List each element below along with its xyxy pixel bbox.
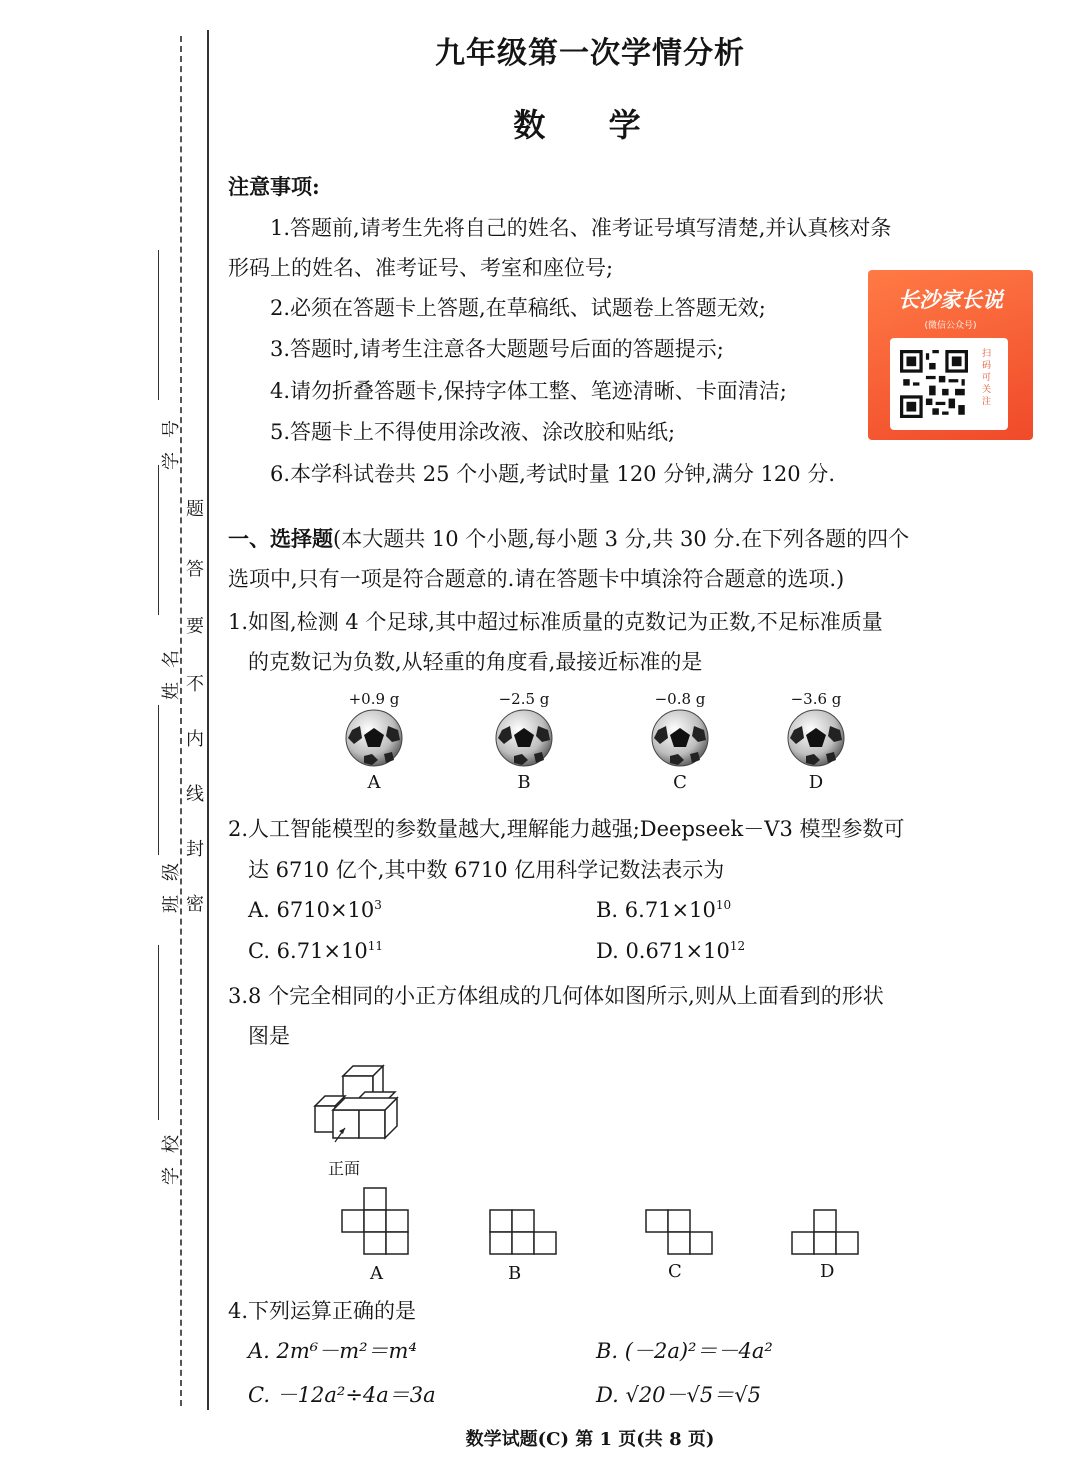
option-exp: 10 <box>715 898 732 912</box>
seal-char: 密 <box>186 894 204 915</box>
notice-item: 1.答题前,请考生先将自己的姓名、准考证号填写清楚,并认真核对条 <box>270 216 892 240</box>
seal-char: 线 <box>186 784 204 805</box>
seal-char: 答 <box>186 559 204 580</box>
seal-char: 封 <box>186 839 204 860</box>
q3-option-b-figure[interactable] <box>488 1208 560 1258</box>
ad-brand: 长沙家长说 <box>898 288 1003 312</box>
ball-option-b[interactable] <box>488 690 560 793</box>
school-field[interactable] <box>158 945 159 1120</box>
option-text: C. 6.71×10 <box>248 939 368 963</box>
q3-option-b-label: B <box>508 1263 522 1284</box>
page-footer: 数学试题(C) 第 1 页(共 8 页) <box>465 1429 715 1450</box>
ad-scan-text: 扫码可关注 <box>982 349 992 407</box>
q3-option-c-label: C <box>668 1261 682 1282</box>
ball-mass: −3.6 g <box>790 690 842 708</box>
notice-item: 4.请勿折叠答题卡,保持字体工整、笔迹清晰、卡面清洁; <box>270 379 787 403</box>
seal-char: 题 <box>186 499 204 520</box>
notice-item: 形码上的姓名、准考证号、考室和座位号; <box>228 256 614 280</box>
q3-option-d-figure[interactable] <box>790 1208 862 1258</box>
binding-margin <box>0 0 215 1463</box>
binding-dashed-line <box>180 36 182 1406</box>
notice-item: 3.答题时,请考生注意各大题题号后面的答题提示; <box>270 337 724 361</box>
q1-text-1: 1.如图,检测 4 个足球,其中超过标准质量的克数记为正数,不足标准质量 <box>228 610 883 634</box>
ball-option-c[interactable] <box>644 690 716 793</box>
option-exp: 12 <box>729 939 746 953</box>
q3-option-d-label: D <box>820 1261 835 1282</box>
school-label: 学校 <box>161 1121 182 1185</box>
ball-mass: +0.9 g <box>348 690 400 708</box>
q4-option-a[interactable]: A. 2m⁶－m²＝m⁴ <box>248 1339 417 1363</box>
seal-char: 不 <box>186 674 204 695</box>
option-exp: 3 <box>374 898 382 912</box>
soccer-ball-icon <box>494 708 554 768</box>
name-field[interactable] <box>158 465 159 615</box>
q2-option-b[interactable] <box>596 889 731 931</box>
ball-option-a[interactable] <box>338 690 410 793</box>
front-label: 正面 <box>328 1159 361 1178</box>
id-label: 学号 <box>161 406 182 470</box>
q3-option-a-figure[interactable] <box>340 1186 412 1258</box>
cube-solid-figure <box>305 1058 415 1143</box>
qr-code-icon <box>900 350 968 418</box>
section1-heading: 一、选择题 <box>228 526 333 551</box>
soccer-ball-icon <box>786 708 846 768</box>
q4-text: 4.下列运算正确的是 <box>228 1299 417 1323</box>
section1-desc-2: 选项中,只有一项是符合题意的.请在答题卡中填涂符合题意的选项.) <box>228 567 845 591</box>
class-label: 班级 <box>161 849 182 913</box>
subject-title: 数 学 <box>513 106 667 144</box>
q3-option-c-figure[interactable] <box>644 1208 716 1258</box>
q4-option-b[interactable]: B. (－2a)²＝－4a² <box>596 1339 773 1363</box>
q3-text-2: 图是 <box>248 1024 290 1048</box>
ball-mass: −0.8 g <box>654 690 706 708</box>
q4-option-d[interactable]: D. √20－√5＝√5 <box>596 1383 762 1407</box>
notice-item: 5.答题卡上不得使用涂改液、涂改胶和贴纸; <box>270 420 676 444</box>
q2-text-1: 2.人工智能模型的参数量越大,理解能力越强;Deepseek－V3 模型参数可 <box>228 817 905 841</box>
binding-solid-line <box>207 30 209 1410</box>
notice-item: 2.必须在答题卡上答题,在草稿纸、试题卷上答题无效; <box>270 296 766 320</box>
page-title: 九年级第一次学情分析 <box>435 36 745 71</box>
option-text: B. 6.71×10 <box>596 898 716 922</box>
ball-label: C <box>673 772 687 793</box>
q4-option-c[interactable]: C. －12a²÷4a＝3a <box>248 1383 436 1407</box>
ad-sub: (微信公众号) <box>924 321 977 331</box>
soccer-ball-icon <box>650 708 710 768</box>
ball-label: A <box>367 772 381 793</box>
q3-text-1: 3.8 个完全相同的小正方体组成的几何体如图所示,则从上面看到的形状 <box>228 984 884 1008</box>
notice-item: 6.本学科试卷共 25 个小题,考试时量 120 分钟,满分 120 分. <box>270 462 835 486</box>
option-text: D. 0.671×10 <box>596 939 730 963</box>
qr-ad-box[interactable] <box>868 270 1033 440</box>
class-field[interactable] <box>158 705 159 855</box>
q2-text-2: 达 6710 亿个,其中数 6710 亿用科学记数法表示为 <box>248 858 725 882</box>
option-exp: 11 <box>367 939 384 953</box>
option-text: A. 6710×10 <box>248 898 375 922</box>
ball-option-d[interactable] <box>780 690 852 793</box>
q2-option-c[interactable] <box>248 930 383 972</box>
seal-char: 内 <box>186 729 204 750</box>
ball-label: D <box>808 772 824 793</box>
q2-option-a[interactable] <box>248 889 382 931</box>
q3-option-a-label: A <box>370 1263 383 1284</box>
q1-text-2: 的克数记为负数,从轻重的角度看,最接近标准的是 <box>248 650 703 674</box>
qr-panel <box>890 338 1008 430</box>
seal-char: 要 <box>186 616 204 637</box>
section1-line1 <box>228 518 909 560</box>
name-label: 姓名 <box>161 636 182 700</box>
ball-mass: −2.5 g <box>498 690 550 708</box>
section1-desc: (本大题共 10 个小题,每小题 3 分,共 30 分.在下列各题的四个 <box>333 527 910 551</box>
ball-label: B <box>517 772 531 793</box>
q2-option-d[interactable] <box>596 930 745 972</box>
id-field[interactable] <box>158 250 159 400</box>
soccer-ball-icon <box>344 708 404 768</box>
notice-heading: 注意事项: <box>228 174 320 199</box>
